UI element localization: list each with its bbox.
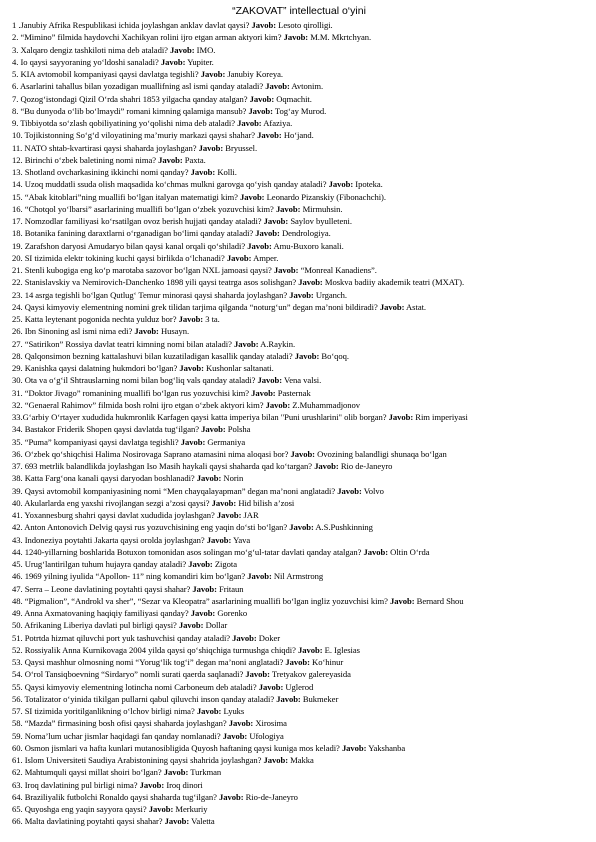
answer-text: Rim imperiyasi [415, 412, 468, 422]
question-item [12, 668, 586, 680]
question-text: 2. “Mimino” filmida haydovchi Xachikyan rolini ijro etgan arman aktyori kim? [12, 32, 282, 43]
question-text: 13. Shotland ovcharkasining ikkinchi nomi qanday? [12, 167, 189, 177]
question-item [12, 742, 586, 754]
answer-label: Javob: [251, 20, 277, 30]
question-item [12, 56, 586, 68]
answer-text: Lesoto qirolligi. [278, 20, 333, 30]
answer-label: Javob: [164, 816, 190, 827]
answer-text: Gorenko [217, 608, 248, 618]
question-item [12, 521, 586, 533]
question-item [12, 264, 586, 276]
question-text: 63. Iroq davlatining pul birligi nima? [12, 779, 138, 790]
question-item [12, 779, 586, 791]
answer-label: Javob: [216, 510, 242, 520]
question-item [12, 80, 586, 92]
question-item [12, 619, 586, 631]
answer-label: Javob: [289, 289, 314, 300]
answer-text: “Monreal Kanadiens”. [300, 265, 377, 275]
answer-text: Fritaun [219, 583, 244, 594]
answer-text: Zigota [214, 559, 237, 569]
question-item [12, 338, 586, 350]
question-text: 17. Nomzodlar familiyasi ko‘rsatilgan ovoz berish hujjati qanday ataladi? [12, 216, 262, 226]
question-text: 42. Anton Antonovich Delvig qaysi rus yozuvchisining eng yaqin do‘sti bo‘lgan? [12, 522, 288, 533]
answer-text: Saylov byulleteni. [290, 216, 352, 226]
answer-text: Kushonlar saltanati. [206, 363, 274, 373]
answer-text: Polsha [227, 424, 251, 435]
question-item [12, 374, 586, 386]
answer-text: A.Raykin. [260, 338, 296, 349]
answer-label: Javob: [255, 228, 280, 239]
question-item [12, 644, 586, 656]
question-text: 51. Potrtda hizmat qiluvchi port yuk tashuvchisi qanday ataladi? [12, 632, 231, 643]
answer-label: Javob: [273, 265, 299, 275]
answer-text: Rio-de-Janeyro [245, 791, 298, 802]
answer-text: Yupiter. [187, 56, 214, 67]
answer-text: Paxta. [184, 154, 206, 165]
question-text: 5. KIA avtomobil kompaniyasi qaysi davlatga tegishli? [12, 69, 199, 79]
question-text: 7. Qozog‘istondagi Qizil O‘rda shahri 1853 yilgacha qanday atalgan? [12, 93, 248, 104]
question-item [12, 509, 586, 521]
answer-label: Javob: [178, 620, 204, 631]
answer-text: Dendrologiya. [281, 228, 331, 239]
answer-label: Javob: [283, 32, 309, 43]
answer-text: Makka [290, 755, 314, 765]
question-item [12, 815, 586, 827]
question-text: 11. NATO shtab-kvartirasi qaysi shaharda joylashgan? [12, 142, 197, 153]
question-item [12, 595, 586, 607]
answer-text: Iroq dinori [166, 779, 203, 790]
answer-label: Javob: [134, 326, 159, 337]
question-item [12, 411, 586, 423]
question-text: 29. Kanishka qaysi dalatning hukmdori bo‘lgan? [12, 363, 178, 373]
question-text: 16. “Chotqol yo‘lbarsi” asarlarining muallifi bo‘lgan o‘zbek yozuvchisi kim? [12, 203, 274, 214]
question-text: 1 .Janubiy Afrika Respublikasi ichida joylashgan anklav davlat qaysi? [12, 20, 250, 30]
question-text: 3. Xalqaro dengiz tashkiloti nima deb ataladi? [12, 44, 168, 55]
answer-text: Yava [233, 534, 251, 545]
question-text: 18. Botanika fanining daraxtlarni o‘rganadigan bo‘limi qanday ataladi? [12, 228, 254, 239]
question-item [12, 399, 586, 411]
answer-text: A.S.Pushkinning [315, 522, 373, 533]
answer-text: Dollar [205, 620, 228, 631]
answer-label: Javob: [158, 154, 183, 165]
answer-label: Javob: [265, 81, 290, 92]
question-item [12, 632, 586, 644]
answer-label: Javob: [388, 412, 414, 422]
question-item [12, 558, 586, 570]
answer-label: Javob: [290, 448, 315, 459]
answer-label: Javob: [298, 277, 323, 288]
answer-label: Javob: [363, 546, 389, 557]
question-text: 34. Bastakor Friderik Shopen qaysi davlatda tug‘ilgan? [12, 424, 200, 435]
answer-text: Hid bilish a’zosi [238, 497, 295, 508]
question-text: 60. Osmon jismlari va hafta kunlari mutanosibligida Quyosh haftaning qaysi kuniga mos keladi? [12, 742, 340, 753]
question-text: 21. Stenli kubogiga eng ko‘p marotaba sazovor bo‘lgan NXL jamoasi qaysi? [12, 265, 272, 275]
answer-label: Javob: [201, 424, 226, 435]
answer-label: Javob: [196, 706, 222, 716]
answer-label: Javob: [228, 718, 254, 729]
answer-label: Javob: [139, 779, 165, 790]
question-text: 6. Asarlarini tahallus bilan yozadigan muallifning asl ismi qanday ataladi? [12, 81, 264, 92]
answer-text: Z.Muhammadjonov [292, 399, 361, 410]
answer-label: Javob: [251, 387, 276, 398]
question-text: 54. O‘rol Tansiqboevning “Sirdaryo” nomli surati qaerda saqlanadi? [12, 669, 244, 680]
answer-label: Javob: [257, 375, 283, 386]
answer-label: Javob: [263, 216, 289, 226]
question-text: 10. Tojikistonning So‘g‘d viloyatining ma’muriy markazi qaysi shahar? [12, 130, 256, 141]
question-item [12, 387, 586, 399]
question-text: 61. Islom Universiteti Saudiya Arabistonining qaysi shahrida joylashgan? [12, 755, 262, 765]
answer-label: Javob: [160, 56, 186, 67]
answer-text: Turkman [190, 767, 222, 778]
question-item [12, 142, 586, 154]
question-text: 43. Indoneziya poytahti Jakarta qaysi orolda joylashgan? [12, 534, 205, 545]
answer-label: Javob: [237, 118, 262, 128]
question-item [12, 93, 586, 105]
answer-label: Javob: [379, 301, 405, 312]
question-item [12, 227, 586, 239]
question-item [12, 497, 586, 509]
question-item [12, 460, 586, 472]
answer-text: Bernard Shou [416, 595, 464, 606]
question-item [12, 31, 586, 43]
answer-label: Javob: [178, 314, 204, 324]
answer-text: M.M. Mkrtchyan. [310, 32, 372, 43]
answer-text: Leonardo Pizanskiy (Fibonachchi). [266, 191, 386, 202]
question-item [12, 693, 586, 705]
question-text: 50. Afrikaning Liberiya davlati pul birligi qaysi? [12, 620, 177, 631]
answer-label: Javob: [234, 338, 259, 349]
answer-text: Nil Armstrong [273, 571, 324, 582]
question-item [12, 717, 586, 729]
answer-label: Javob: [285, 657, 310, 667]
question-item [12, 276, 586, 288]
answer-text: Xirosima [255, 718, 287, 729]
question-item [12, 289, 586, 301]
answer-text: Husayn. [160, 326, 190, 337]
answer-label: Javob: [148, 804, 174, 814]
question-text: 27. “Satirikon” Rossiya davlat teatri kimning nomi bilan ataladi? [12, 338, 232, 349]
question-text: 30. Ota va o‘g‘il Shtrauslarning nomi bilan bog‘liq vals qanday ataladi? [12, 375, 256, 386]
question-text: 59. Noma’lum uchar jismlar haqidagi fan qanday nomlanadi? [12, 730, 221, 741]
question-list [12, 19, 586, 828]
answer-text: IMO. [196, 44, 216, 55]
answer-text: Uglerod [285, 681, 314, 692]
question-text: 47. Serra – Leone davlatining poytahti qaysi shahar? [12, 583, 191, 594]
answer-label: Javob: [232, 632, 257, 643]
question-item [12, 546, 586, 558]
answer-text: Amper. [253, 252, 279, 263]
question-item [12, 803, 586, 815]
answer-label: Javob: [190, 167, 216, 177]
answer-text: Tog‘ay Murod. [274, 105, 327, 116]
answer-label: Javob: [314, 461, 339, 471]
question-item [12, 607, 586, 619]
question-item [12, 448, 586, 460]
question-item [12, 423, 586, 435]
question-item [12, 791, 586, 803]
answer-text: JAR [243, 510, 259, 520]
answer-text: Afaziya. [263, 118, 293, 128]
answer-label: Javob: [247, 571, 272, 582]
answer-text: Bukmeker [302, 693, 339, 704]
answer-text: Rio de-Janeyro [340, 461, 393, 471]
question-text: 37. 693 metrlik balandlikda joylashgan Iso Masih haykali qaysi shaharda qad ko‘targan? [12, 461, 313, 471]
answer-label: Javob: [390, 595, 415, 606]
question-text: 48. “Pigmalion”, “Androkl va sher”, “Sezar va Kleopatra” asarlarining muallifi bo‘lgan ingliz yozuvchisi kim? [12, 595, 388, 606]
answer-text: Mirmuhsin. [302, 203, 343, 214]
question-item [12, 129, 586, 141]
question-text: 4. Io qaysi sayyoraning yo‘ldoshi sanaladi? [12, 56, 159, 67]
question-text: 46. 1969 yilning iyulida “Apollon- 11” ning komandiri kim bo‘lgan? [12, 571, 246, 582]
question-item [12, 534, 586, 546]
answer-text: Germaniya [207, 436, 246, 447]
answer-text: Oqmachit. [276, 93, 312, 104]
question-text: 8. “Bu dunyoda o‘lib bo‘lmaydi” romani kimning qalamiga mansub? [12, 105, 247, 116]
question-item [12, 203, 586, 215]
question-text: 33.G‘arbiy O‘rtayer xududida hukmronlik Karfagen qaysi katta imperiya bilan "Puni urushlarini" olib borgan? [12, 412, 387, 422]
question-item [12, 240, 586, 252]
answer-label: Javob: [276, 693, 301, 704]
question-item [12, 313, 586, 325]
question-text: 44. 1240-yillarning boshlarida Botuxon tomonidan asos solingan mo‘g‘ul-tatar davlati qanday atalgan? [12, 546, 362, 557]
question-item [12, 19, 586, 31]
question-item [12, 730, 586, 742]
answer-label: Javob: [294, 350, 320, 361]
question-item [12, 436, 586, 448]
answer-label: Javob: [163, 767, 189, 778]
answer-label: Javob: [275, 203, 301, 214]
answer-label: Javob: [248, 105, 273, 116]
question-text: 35. “Puma” kompaniyasi qaysi davlatga tegishli? [12, 436, 179, 447]
answer-label: Javob: [222, 730, 248, 741]
question-item [12, 154, 586, 166]
question-item [12, 485, 586, 497]
answer-label: Javob: [206, 534, 232, 545]
answer-label: Javob: [198, 142, 224, 153]
question-item [12, 362, 586, 374]
answer-text: Vena valsi. [284, 375, 322, 386]
question-text: 65. Quyoshga eng yaqin sayyora qaysi? [12, 804, 147, 814]
answer-label: Javob: [180, 436, 206, 447]
answer-text: Pasternak [277, 387, 311, 398]
question-text: 52. Rossiyalik Anna Kurnikovaga 2004 yilda qaysi qo‘shiqchiga turmushga chiqdi? [12, 644, 296, 655]
answer-label: Javob: [211, 497, 237, 508]
question-text: 20. SI tizimida elektr tokining kuchi qaysi birlikda o‘lchanadi? [12, 252, 225, 263]
question-item [12, 754, 586, 766]
question-text: 36. O‘zbek qo‘shiqchisi Halima Nosirovaga Saprano atamasini nima aloqasi bor? [12, 448, 289, 459]
answer-label: Javob: [179, 363, 204, 373]
answer-label: Javob: [328, 179, 354, 190]
question-item [12, 583, 586, 595]
answer-text: Ufologiya [249, 730, 284, 741]
answer-label: Javob: [245, 669, 270, 680]
answer-label: Javob: [249, 93, 275, 104]
answer-text: Lyuks [223, 706, 245, 716]
question-item [12, 350, 586, 362]
question-item [12, 472, 586, 484]
answer-label: Javob: [218, 791, 244, 802]
question-item [12, 105, 586, 117]
question-text: 41. Yoxannesburg shahri qaysi davlat xududida joylashgan? [12, 510, 215, 520]
answer-text: Kolli. [217, 167, 237, 177]
question-text: 23. 14 asrga tegishli bo‘lgan Qutlug‘ Temur minorasi qaysi shaharda joylashgan? [12, 289, 288, 300]
answer-text: Merkuriy [175, 804, 208, 814]
question-item [12, 215, 586, 227]
question-text: 31. “Doktor Jivago” romanining muallifi bo‘lgan rus yozuvchisi kim? [12, 387, 252, 398]
answer-label: Javob: [239, 191, 265, 202]
question-text: 28. Qalqonsimon bezning kattalashuvi bilan kuzatiladigan kasallik qanday ataladi? [12, 350, 293, 361]
question-text: 40. Akularlarda eng yaxshi rivojlangan sezgi a’zosi qaysi? [12, 497, 210, 508]
question-text: 66. Malta davlatining poytahti qaysi shahar? [12, 816, 163, 827]
question-text: 15. “Abak kitoblari”ning muallifi bo‘lgan italyan matematigi kim? [12, 191, 238, 202]
answer-text: 3 ta. [205, 314, 220, 324]
question-text: 25. Katta leytenant pogonida nechta yulduz bor? [12, 314, 177, 324]
question-item [12, 325, 586, 337]
answer-text: Norin [223, 473, 244, 484]
document-title: “ZAKOVAT” intellectual o‘yini [232, 5, 366, 17]
answer-label: Javob: [263, 755, 289, 765]
answer-text: Volvo [363, 485, 384, 496]
question-item [12, 44, 586, 56]
answer-label: Javob: [257, 130, 282, 141]
question-text: 14. Uzoq muddatli ssuda olish maqsadida ko‘chmas mulkni garovga qo‘yish qanday ataladi? [12, 179, 327, 190]
answer-text: Bo‘qoq. [321, 350, 350, 361]
answer-text: Valetta [191, 816, 215, 827]
question-text: 38. Katta Farg‘ona kanali qaysi daryodan boshlanadi? [12, 473, 195, 484]
answer-label: Javob: [337, 485, 362, 496]
question-item [12, 166, 586, 178]
answer-text: Moskva badiiy akademik teatri (MXAT). [324, 277, 465, 288]
question-item [12, 178, 586, 190]
question-item [12, 705, 586, 717]
answer-label: Javob: [196, 473, 222, 484]
answer-label: Javob: [258, 681, 284, 692]
answer-text: Bryussel. [225, 142, 258, 153]
question-item [12, 252, 586, 264]
question-text: 12. Birinchi o‘zbek baletining nomi nima? [12, 154, 157, 165]
answer-text: Avtonim. [291, 81, 324, 92]
question-item [12, 766, 586, 778]
answer-label: Javob: [226, 252, 252, 263]
question-item [12, 681, 586, 693]
question-item [12, 68, 586, 80]
question-text: 56. Totalizator o‘yinida tikilgan pullarni qabul qiluvchi inson qanday ataladi? [12, 693, 275, 704]
question-text: 62. Mahtumquli qaysi millat shoiri bo‘lgan? [12, 767, 164, 778]
answer-label: Javob: [289, 522, 314, 533]
question-text: 53. Qaysi mashhur olmosning nomi “Yorug‘lik tog‘i” degan ma’noni anglatadi? [12, 657, 284, 667]
answer-text: Ho‘jand. [283, 130, 314, 141]
answer-label: Javob: [200, 69, 226, 79]
answer-text: Ko‘hinur [312, 657, 344, 667]
answer-text: Amu-Buxoro kanali. [273, 240, 344, 251]
answer-label: Javob: [298, 644, 323, 655]
answer-text: Ovozining balandligi shunaqa bo‘lgan [317, 448, 447, 459]
answer-text: Urganch. [315, 289, 348, 300]
question-text: 32. “Genaeral Rahimov” filmida bosh rolni ijro etgan o‘zbek aktyori kim? [12, 399, 264, 410]
answer-text: Astat. [406, 301, 427, 312]
question-text: 26. Ibn Sinoning asl ismi nima edi? [12, 326, 133, 337]
question-text: 19. Zarafshon daryosi Amudaryo bilan qaysi kanal orqali qo‘shiladi? [12, 240, 246, 251]
answer-text: Ipoteka. [355, 179, 383, 190]
question-text: 55. Qaysi kimyoviy elementning lotincha nomi Carboneum deb ataladi? [12, 681, 257, 692]
question-text: 58. “Mazda” firmasining bosh ofisi qaysi shaharda joylashgan? [12, 718, 227, 729]
answer-label: Javob: [170, 44, 195, 55]
question-text: 49. Anna Axmatovaning haqiqiy familiyasi qanday? [12, 608, 189, 618]
question-text: 64. Braziliyalik futbolchi Ronaldo qaysi shaharda tug‘ilgan? [12, 791, 217, 802]
answer-text: Doker [258, 632, 281, 643]
answer-label: Javob: [341, 742, 367, 753]
answer-text: Janubiy Koreya. [227, 69, 283, 79]
answer-label: Javob: [265, 399, 291, 410]
answer-text: Tretyakov galereyasida [271, 669, 351, 680]
question-text: 39. Qaysi avtomobil kompaniyasining nomi “Men chayqalayapman” degan ma’noni anglatadi? [12, 485, 336, 496]
answer-label: Javob: [192, 583, 217, 594]
question-text: 45. Urug‘lantirilgan tuhum hujayra qanday ataladi? [12, 559, 187, 569]
question-text: 24. Qaysi kimyoviy elementning nomini grek tilidan tarjima qilganda “noturg‘un” degan ma’noni bildiradi? [12, 301, 378, 312]
question-item [12, 301, 586, 313]
question-item [12, 117, 586, 129]
answer-label: Javob: [190, 608, 216, 618]
answer-label: Javob: [247, 240, 272, 251]
answer-text: Yakshanba [368, 742, 406, 753]
answer-label: Javob: [188, 559, 213, 569]
question-item [12, 656, 586, 668]
question-text: 57. SI tizimida yoritilganlikning o‘lchov birligi nima? [12, 706, 195, 716]
answer-text: Oltin O‘rda [390, 546, 430, 557]
question-text: 22. Stanislavskiy va Nemirovich-Danchenko 1898 yili qaysi teatrga asos solishgan? [12, 277, 297, 288]
answer-text: E. Iglesias [324, 644, 360, 655]
question-item [12, 570, 586, 582]
question-item [12, 191, 586, 203]
question-text: 9. Tibbiyotda so‘zlash qobiliyatining yo‘qolishi nima deb ataladi? [12, 118, 235, 128]
